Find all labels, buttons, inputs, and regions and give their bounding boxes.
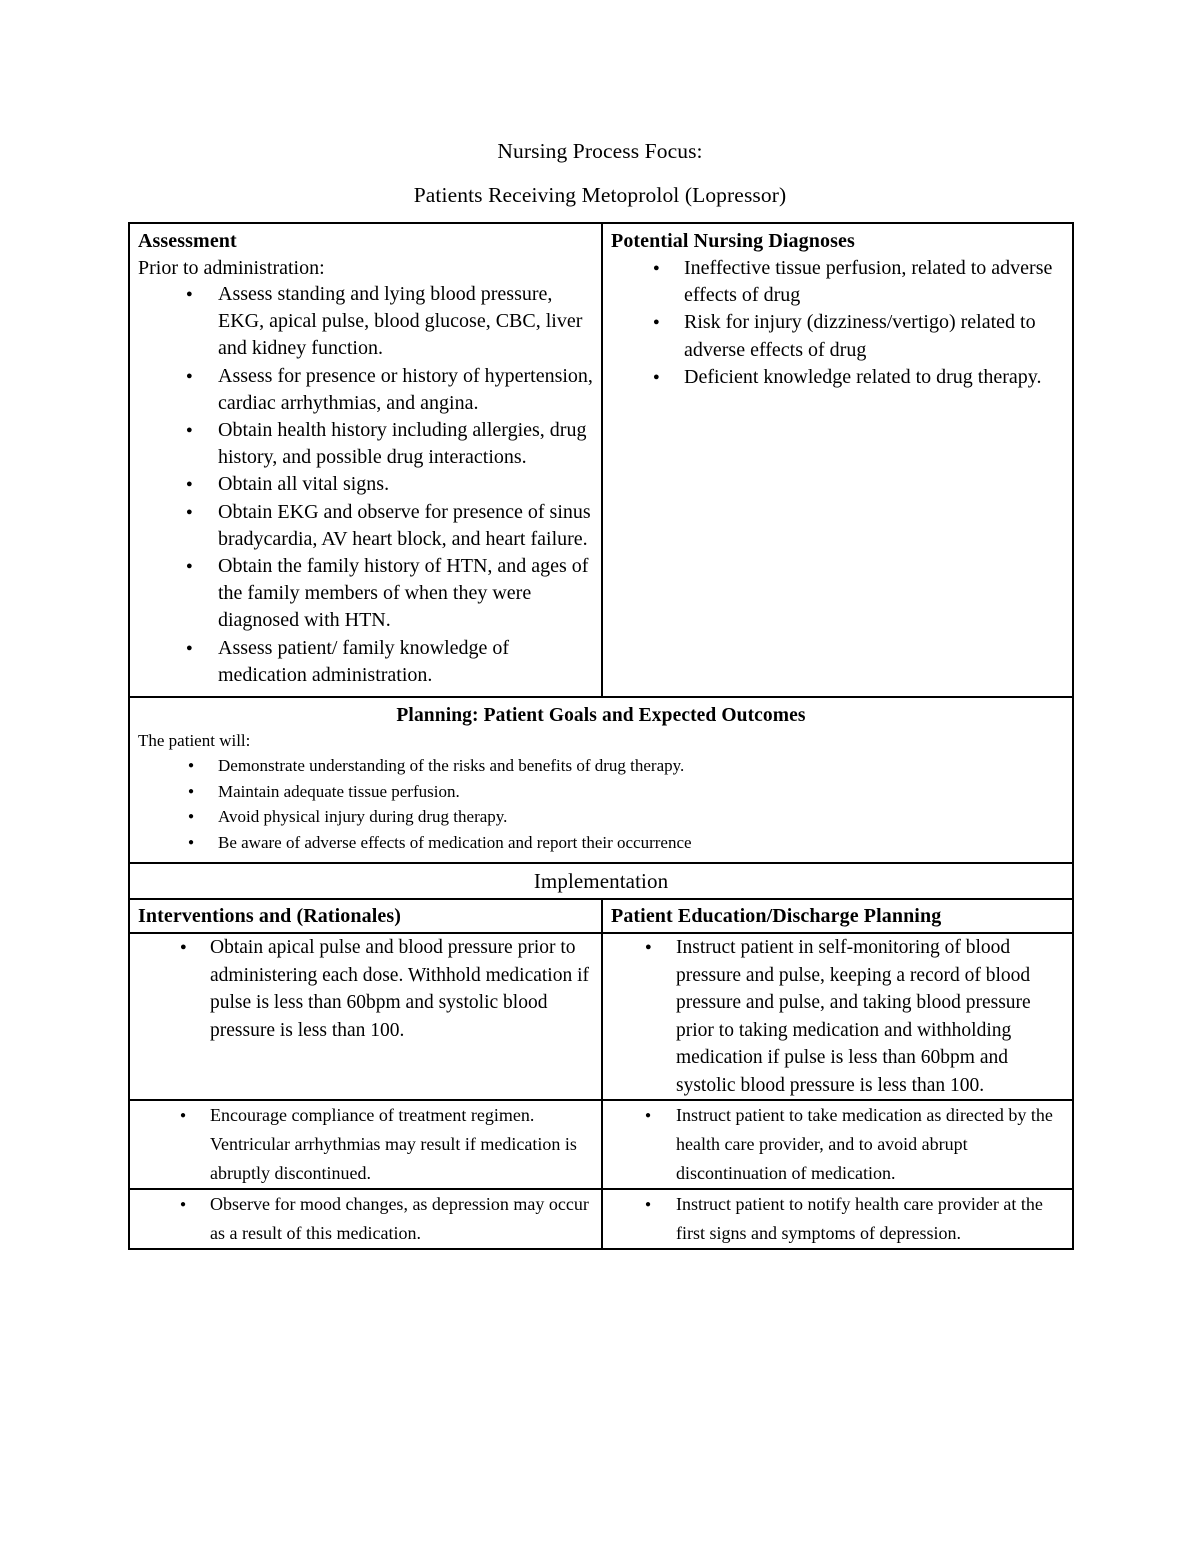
list-item: ● Instruct patient to notify health care provider at the first signs and symptoms of depression. — [603, 1190, 1072, 1248]
list-item: ● Assess patient/ family knowledge of medication administration. — [138, 635, 593, 689]
assessment-list — [138, 281, 593, 689]
planning-list — [138, 753, 1064, 855]
list-item: ● Obtain the family history of HTN, and ages of the family members of when they were diagnosed with HTN. — [138, 553, 593, 635]
implementation-row — [129, 1189, 1073, 1249]
intervention-list — [130, 1101, 601, 1188]
list-item: ● Avoid physical injury during drug therapy. — [138, 804, 1064, 830]
implementation-heading: Implementation — [533, 869, 669, 894]
list-item: ● Observe for mood changes, as depression may occur as a result of this medication. — [130, 1190, 601, 1248]
intervention-cell — [129, 933, 602, 1100]
list-item: ● Instruct patient in self-monitoring of blood pressure and pulse, keeping a record of blood pressure and pulse, and taking blood pressure prior to taking medication and withholding medication if pulse is less than 60bpm and systolic blood pressure is less than 100. — [603, 934, 1072, 1099]
list-item: ● Obtain apical pulse and blood pressure prior to administering each dose. Withhold medication if pulse is less than 60bpm and systolic blood pressure is less than 100. — [130, 934, 601, 1044]
list-item: ● Maintain adequate tissue perfusion. — [138, 779, 1064, 805]
implementation-banner-cell — [129, 863, 1073, 899]
implementation-row — [129, 933, 1073, 1100]
intervention-list — [130, 934, 601, 1044]
education-list — [603, 1101, 1072, 1188]
implementation-banner-row — [129, 863, 1073, 899]
assessment-diagnoses-row — [129, 223, 1073, 697]
assessment-heading: Assessment — [138, 230, 237, 252]
list-item: ● Obtain all vital signs. — [138, 471, 593, 498]
education-list — [603, 1190, 1072, 1248]
assessment-lead: Prior to administration: — [138, 257, 325, 279]
list-item: ● Demonstrate understanding of the risks and benefits of drug therapy. — [138, 753, 1064, 779]
assessment-cell — [129, 223, 602, 697]
title-line-secondary: Patients Receiving Metoprolol (Lopressor) — [413, 183, 787, 207]
list-item: ● Deficient knowledge related to drug therapy. — [611, 364, 1064, 391]
intervention-list — [130, 1190, 601, 1248]
document-title — [128, 138, 1072, 208]
education-header-cell — [602, 899, 1073, 933]
title-line-primary: Nursing Process Focus: — [497, 139, 703, 163]
intervention-cell — [129, 1100, 602, 1189]
diagnoses-list — [611, 255, 1064, 391]
list-item: ● Obtain EKG and observe for presence of sinus bradycardia, AV heart block, and heart failure. — [138, 499, 593, 553]
education-cell — [602, 1189, 1073, 1249]
list-item: ● Ineffective tissue perfusion, related to adverse effects of drug — [611, 255, 1064, 309]
list-item: ● Assess for presence or history of hypertension, cardiac arrhythmias, and angina. — [138, 363, 593, 417]
list-item: ● Instruct patient to take medication as directed by the health care provider, and to avoid abrupt discontinuation of medication. — [603, 1101, 1072, 1188]
planning-row — [129, 697, 1073, 863]
education-list — [603, 934, 1072, 1099]
list-item: ● Encourage compliance of treatment regimen. Ventricular arrhythmias may result if medication is abruptly discontinued. — [130, 1101, 601, 1188]
education-column-header: Patient Education/Discharge Planning — [611, 905, 942, 928]
implementation-row — [129, 1100, 1073, 1189]
list-item: ● Assess standing and lying blood pressure, EKG, apical pulse, blood glucose, CBC, liver and kidney function. — [138, 281, 593, 363]
nursing-process-table — [128, 222, 1074, 1250]
planning-cell — [129, 697, 1073, 863]
implementation-header-row — [129, 899, 1073, 933]
education-cell — [602, 1100, 1073, 1189]
education-cell — [602, 933, 1073, 1100]
interventions-header-cell — [129, 899, 602, 933]
planning-heading: Planning: Patient Goals and Expected Outcomes — [396, 705, 806, 727]
intervention-cell — [129, 1189, 602, 1249]
nursing-diagnoses-cell — [602, 223, 1073, 697]
list-item: ● Obtain health history including allergies, drug history, and possible drug interactions. — [138, 417, 593, 471]
interventions-column-header: Interventions and (Rationales) — [138, 905, 402, 928]
planning-lead: The patient will: — [138, 731, 251, 751]
list-item: ● Risk for injury (dizziness/vertigo) related to adverse effects of drug — [611, 309, 1064, 363]
list-item: ● Be aware of adverse effects of medication and report their occurrence — [138, 830, 1064, 856]
diagnoses-heading: Potential Nursing Diagnoses — [611, 230, 855, 252]
